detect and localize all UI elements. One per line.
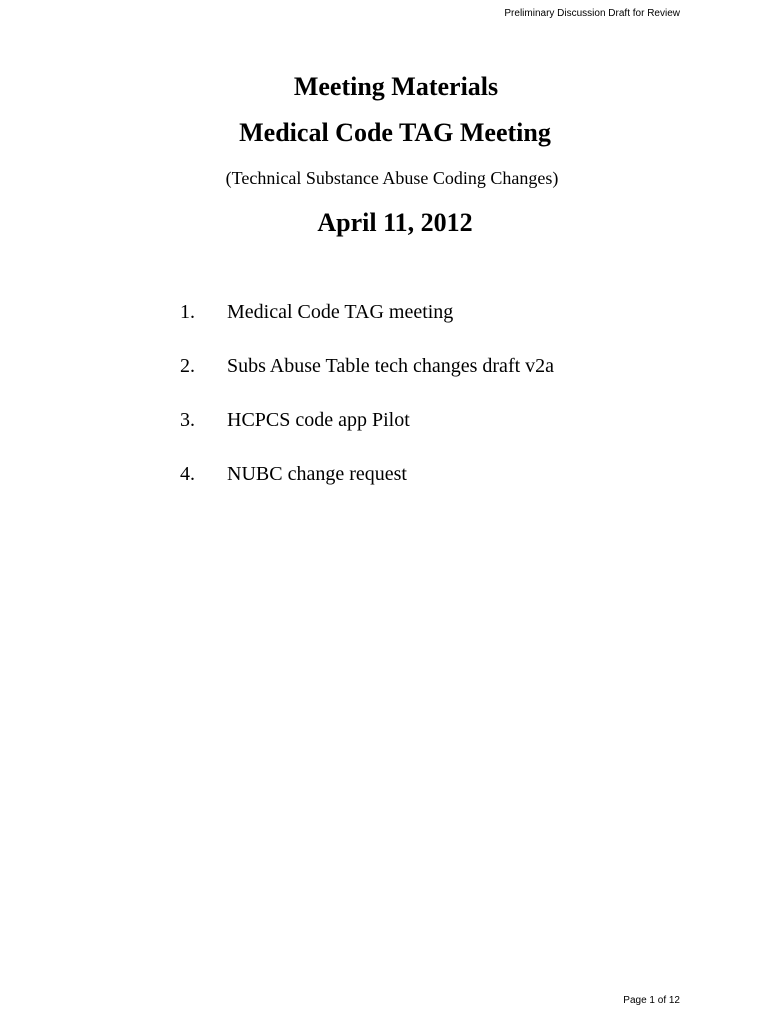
agenda-item [180, 460, 554, 514]
agenda-item-number: 2. [180, 355, 195, 377]
agenda-item [180, 298, 554, 352]
document-title: Meeting Materials [293, 72, 499, 101]
agenda-item-number: 4. [180, 463, 195, 485]
draft-notice: Preliminary Discussion Draft for Review [504, 8, 680, 19]
agenda-item [180, 406, 554, 460]
agenda-item-text: HCPCS code app Pilot [227, 409, 410, 431]
meeting-date: April 11, 2012 [317, 208, 473, 237]
meeting-name: Medical Code TAG Meeting [239, 118, 551, 147]
agenda-item-number: 1. [180, 301, 195, 323]
agenda-list [180, 298, 554, 514]
agenda-item-number: 3. [180, 409, 195, 431]
agenda-item-text: NUBC change request [227, 463, 407, 485]
agenda-item-text: Medical Code TAG meeting [227, 301, 454, 323]
meeting-subtitle: (Technical Substance Abuse Coding Changes) [225, 168, 559, 188]
page-number: Page 1 of 12 [623, 995, 680, 1006]
title-block [0, 70, 770, 240]
agenda-item [180, 352, 554, 406]
agenda-item-text: Subs Abuse Table tech changes draft v2a [227, 355, 555, 377]
